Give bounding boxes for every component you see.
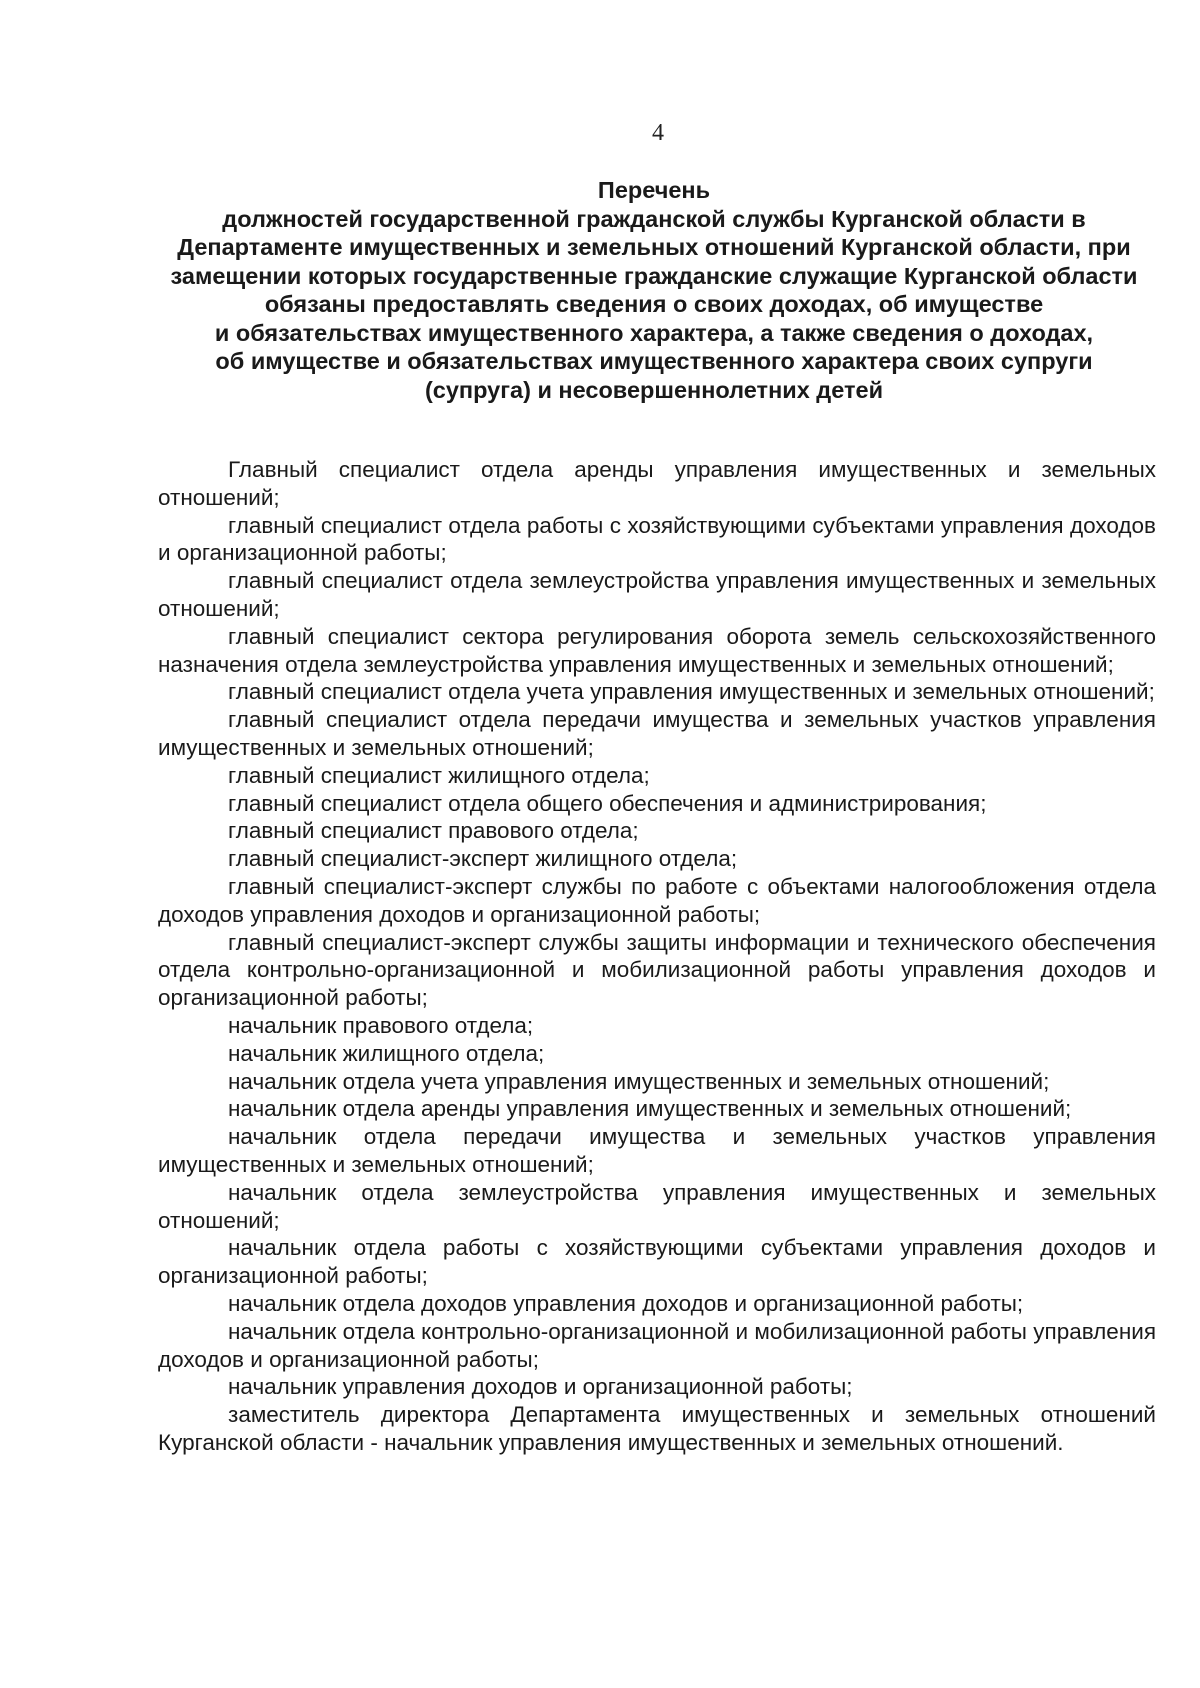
position-entry: Главный специалист отдела аренды управления имущественных и земельных отношений; [158,457,1156,510]
position-entry: главный специалист отдела работы с хозяйствующими субъектами управления доходов и организационной работы; [158,512,1156,566]
position-entry: начальник отдела землеустройства управления имущественных и земельных отношений; [158,1179,1156,1233]
position-entry: начальник жилищного отдела; [228,1040,545,1066]
position-entry: начальник управления доходов и организационной работы; [228,1374,853,1400]
position-entry: заместитель директора Департамента имущественных и земельных отношений Курганской области - начальник управления имущественных и земельных отношений. [158,1402,1156,1455]
position-entry: главный специалист отдела общего обеспечения и администрирования; [228,790,987,816]
position-entry: главный специалист-эксперт жилищного отдела; [228,846,738,872]
position-entry: начальник отдела работы с хозяйствующими субъектами управления доходов и организационной работы; [158,1235,1156,1289]
heading-line: обязаны предоставлять сведения о своих доходах, об имуществе [264,291,1044,317]
position-entry: главный специалист жилищного отдела; [228,762,650,788]
position-entry: начальник отдела передачи имущества и земельных участков управления имущественных и земельных отношений; [158,1124,1156,1177]
heading-line: и обязательствах имущественного характера, а также сведения о доходах, [214,319,1094,346]
heading-line: Департаменте имущественных и земельных отношений Курганской области, при [177,234,1131,260]
position-entry: начальник правового отдела; [228,1012,534,1038]
position-entry: главный специалист-эксперт службы по работе с объектами налогообложения отдела доходов управления доходов и организационной работы; [158,873,1156,927]
heading-line: об имуществе и обязательствах имущественного характера своих супруги [215,348,1093,374]
position-entry: главный специалист правового отдела; [228,818,639,844]
heading-line: (супруга) и несовершеннолетних детей [424,376,884,403]
heading-title: Перечень [597,177,711,203]
positions-list [158,456,1156,1457]
page-number: 4 [652,120,664,146]
position-entry: главный специалист отдела учета управления имущественных и земельных отношений; [228,679,1155,705]
heading-line: замещении которых государственные гражданские служащие Курганской области [170,262,1138,289]
position-entry: начальник отдела аренды управления имущественных и земельных отношений; [228,1096,1072,1122]
document-heading [148,176,1160,404]
position-entry: начальник отдела контрольно-организационной и мобилизационной работы управления доходов и организационной работы; [158,1318,1156,1372]
position-entry: начальник отдела доходов управления доходов и организационной работы; [228,1290,1024,1316]
position-entry: главный специалист отдела землеустройства управления имущественных и земельных отношений; [158,568,1156,621]
position-entry: главный специалист отдела передачи имущества и земельных участков управления имущественных и земельных отношений; [158,707,1156,760]
heading-line: должностей государственной гражданской службы Курганской области в [222,205,1086,232]
position-entry: начальник отдела учета управления имущественных и земельных отношений; [228,1068,1050,1094]
position-entry: главный специалист сектора регулирования оборота земель сельскохозяйственного назначения отдела землеустройства управления имущественных и земельных отношений; [158,623,1156,677]
position-entry: главный специалист-эксперт службы защиты информации и технического обеспечения отдела контрольно-организационной и мобилизационной работы управления доходов и организационной работы; [158,929,1156,1011]
